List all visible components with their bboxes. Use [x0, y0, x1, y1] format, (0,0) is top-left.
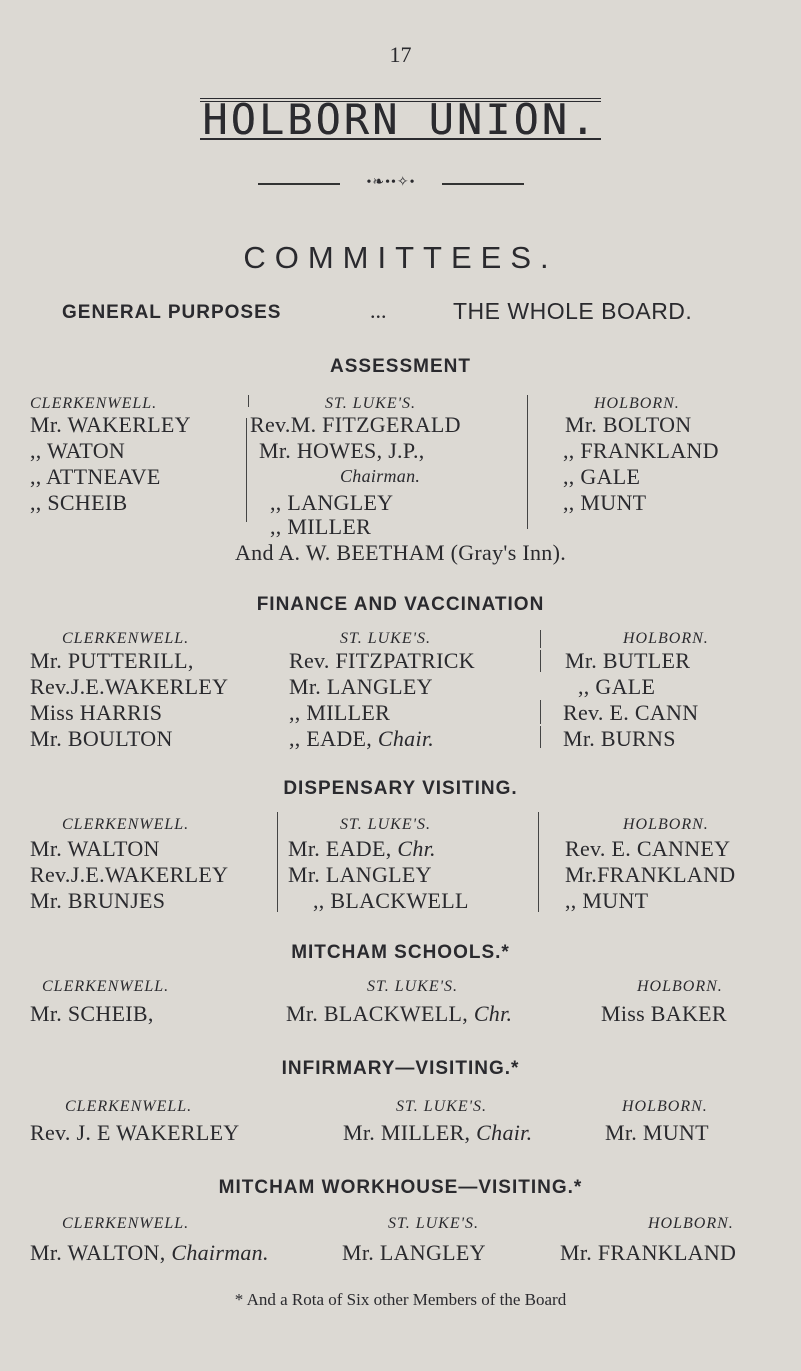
finance-divider-d — [540, 726, 541, 748]
general-purposes-value: THE WHOLE BOARD. — [453, 298, 693, 324]
schools-stlukes-text: Mr. BLACKWELL, — [286, 1001, 469, 1026]
dispensary-title: DISPENSARY VISITING. — [283, 778, 518, 799]
assessment-clerkenwell-4: ,, SCHEIB — [30, 490, 128, 515]
finance-stlukes-2: Mr. LANGLEY — [289, 674, 433, 699]
schools-clerkenwell: Mr. SCHEIB, — [30, 1001, 154, 1026]
workhouse-clerkenwell-suffix: Chairman. — [171, 1240, 269, 1265]
workhouse-header-holborn: HOLBORN. — [648, 1215, 734, 1232]
finance-holborn-3: Rev. E. CANN — [563, 700, 699, 725]
infirmary-title: INFIRMARY—VISITING.* — [281, 1058, 520, 1079]
infirmary-stlukes-suffix: Chair. — [476, 1120, 533, 1145]
general-purposes-label: GENERAL PURPOSES — [62, 302, 282, 323]
infirmary-holborn: Mr. MUNT — [605, 1120, 709, 1145]
schools-stlukes-suffix: Chr. — [473, 1001, 513, 1026]
finance-divider-a — [540, 630, 541, 648]
page-title-text: HOLBORN UNION. — [202, 95, 599, 144]
assessment-divider-stub — [248, 395, 249, 407]
page-title — [0, 95, 801, 144]
infirmary-stlukes — [343, 1120, 532, 1146]
schools-header-holborn: HOLBORN. — [637, 978, 723, 995]
dispensary-divider-1 — [277, 812, 278, 912]
assessment-stlukes-2: Mr. HOWES, J.P., — [259, 438, 425, 463]
finance-clerkenwell-4: Mr. BOULTON — [30, 726, 173, 751]
general-purposes-dots: ... — [370, 298, 387, 323]
dispensary-clerkenwell-3: Mr. BRUNJES — [30, 888, 166, 913]
finance-clerkenwell-3: Miss HARRIS — [30, 700, 163, 725]
dispensary-stlukes-2: Mr. LANGLEY — [288, 862, 432, 887]
schools-holborn: Miss BAKER — [601, 1001, 727, 1026]
assessment-stlukes-5: ,, MILLER — [270, 514, 372, 539]
divider-ornament: •❧••✧• — [340, 174, 442, 191]
assessment-divider-2 — [527, 395, 528, 529]
assessment-holborn-3: ,, GALE — [563, 464, 641, 489]
finance-header-clerkenwell: CLERKENWELL. — [62, 630, 190, 647]
schools-stlukes — [286, 1001, 512, 1027]
workhouse-header-st-lukes: ST. LUKE'S. — [388, 1215, 480, 1232]
assessment-header-holborn: HOLBORN. — [594, 395, 680, 412]
mitcham-schools-title: MITCHAM SCHOOLS.* — [291, 942, 510, 963]
assessment-stlukes-1: Rev.M. FITZGERALD — [250, 412, 461, 437]
finance-clerkenwell-1: Mr. PUTTERILL, — [30, 648, 194, 673]
assessment-holborn-2: ,, FRANKLAND — [563, 438, 719, 463]
dispensary-holborn-3: ,, MUNT — [565, 888, 649, 913]
workhouse-title: MITCHAM WORKHOUSE—VISITING.* — [218, 1177, 583, 1198]
dispensary-clerkenwell-1: Mr. WALTON — [30, 836, 160, 861]
dispensary-header-st-lukes: ST. LUKE'S. — [340, 816, 432, 833]
finance-holborn-4: Mr. BURNS — [563, 726, 676, 751]
dispensary-clerkenwell-2: Rev.J.E.WAKERLEY — [30, 862, 229, 887]
dispensary-holborn-2: Mr.FRANKLAND — [565, 862, 736, 887]
assessment-stlukes-4: ,, LANGLEY — [270, 490, 394, 515]
assessment-clerkenwell-2: ,, WATON — [30, 438, 126, 463]
infirmary-header-holborn: HOLBORN. — [622, 1098, 708, 1115]
dispensary-stlukes-1 — [288, 836, 436, 862]
workhouse-stlukes: Mr. LANGLEY — [342, 1240, 486, 1265]
finance-title: FINANCE AND VACCINATION — [256, 594, 545, 615]
dispensary-header-clerkenwell: CLERKENWELL. — [62, 816, 190, 833]
assessment-holborn-4: ,, MUNT — [563, 490, 647, 515]
assessment-clerkenwell-1: Mr. WAKERLEY — [30, 412, 191, 437]
infirmary-stlukes-text: Mr. MILLER, — [343, 1120, 471, 1145]
committees-heading: COMMITTEES. — [243, 240, 558, 275]
finance-divider-b — [540, 650, 541, 672]
infirmary-header-clerkenwell: CLERKENWELL. — [65, 1098, 193, 1115]
finance-header-holborn: HOLBORN. — [623, 630, 709, 647]
dispensary-holborn-1: Rev. E. CANNEY — [565, 836, 731, 861]
finance-holborn-1: Mr. BUTLER — [565, 648, 691, 673]
dispensary-stlukes-1-suffix: Chr. — [397, 836, 436, 861]
dispensary-stlukes-3: ,, BLACKWELL — [313, 888, 469, 913]
workhouse-header-clerkenwell: CLERKENWELL. — [62, 1215, 190, 1232]
workhouse-clerkenwell-text: Mr. WALTON, — [30, 1240, 166, 1265]
schools-header-clerkenwell: CLERKENWELL. — [42, 978, 170, 995]
assessment-clerkenwell-3: ,, ATTNEAVE — [30, 464, 161, 489]
finance-stlukes-4-text: ,, EADE, — [289, 726, 373, 751]
assessment-divider-1 — [246, 418, 247, 522]
finance-stlukes-4 — [289, 726, 434, 752]
assessment-holborn-1: Mr. BOLTON — [565, 412, 692, 437]
infirmary-clerkenwell: Rev. J. E WAKERLEY — [30, 1120, 240, 1145]
finance-header-st-lukes: ST. LUKE'S. — [340, 630, 432, 647]
infirmary-header-st-lukes: ST. LUKE'S. — [396, 1098, 488, 1115]
footnote: * And a Rota of Six other Members of the Board — [234, 1290, 567, 1309]
finance-stlukes-4-suffix: Chair. — [377, 726, 435, 751]
page-number: 17 — [389, 42, 412, 67]
assessment-stlukes-3: Chairman. — [340, 466, 421, 486]
workhouse-holborn: Mr. FRANKLAND — [560, 1240, 737, 1265]
finance-divider-c — [540, 700, 541, 724]
assessment-header-clerkenwell: CLERKENWELL. — [30, 395, 158, 412]
finance-clerkenwell-2: Rev.J.E.WAKERLEY — [30, 674, 229, 699]
dispensary-stlukes-1-text: Mr. EADE, — [288, 836, 392, 861]
assessment-title: ASSESSMENT — [330, 356, 471, 377]
dispensary-divider-2 — [538, 812, 539, 912]
workhouse-clerkenwell — [30, 1240, 269, 1266]
assessment-footer: And A. W. BEETHAM (Gray's Inn). — [234, 540, 567, 565]
dispensary-header-holborn: HOLBORN. — [623, 816, 709, 833]
finance-holborn-2: ,, GALE — [578, 674, 656, 699]
assessment-header-st-lukes: ST. LUKE'S. — [325, 395, 417, 412]
finance-stlukes-3: ,, MILLER — [289, 700, 391, 725]
finance-stlukes-1: Rev. FITZPATRICK — [289, 648, 475, 673]
schools-header-st-lukes: ST. LUKE'S. — [367, 978, 459, 995]
